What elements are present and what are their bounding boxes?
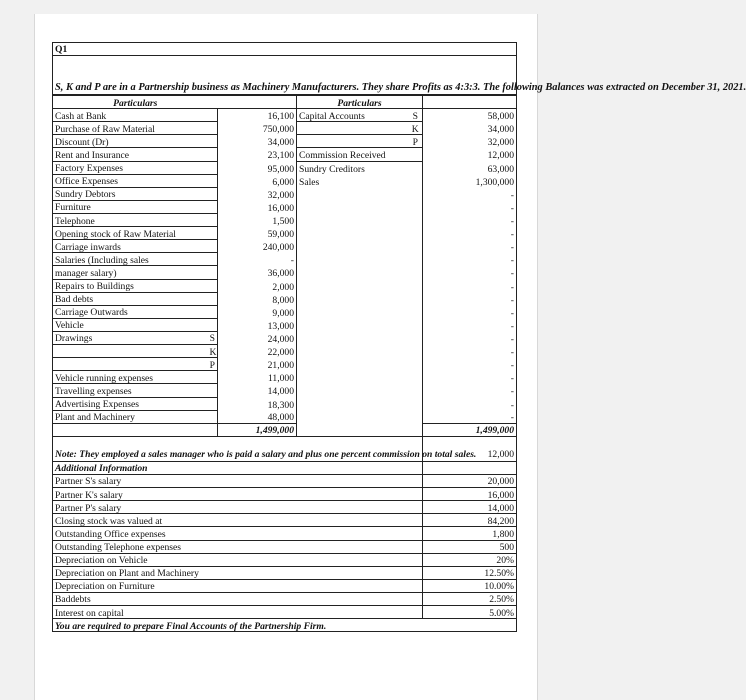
debit-label: Cash at Bank — [53, 109, 208, 122]
credit-label — [297, 371, 409, 384]
debit-partner — [208, 227, 218, 240]
additional-label: Depreciation on Vehicle — [53, 553, 423, 566]
debit-label: Salaries (Including sales — [53, 253, 208, 266]
credit-partner — [409, 213, 423, 226]
table-row — [53, 331, 517, 344]
table-row — [53, 240, 517, 253]
credit-partner — [409, 292, 423, 305]
debit-amount: 13,000 — [218, 318, 297, 331]
debit-partner — [208, 371, 218, 384]
additional-value: 14,000 — [423, 501, 517, 514]
debit-partner: P — [208, 358, 218, 371]
debit-partner — [208, 292, 218, 305]
list-item — [53, 540, 517, 553]
table-row — [53, 266, 517, 279]
debit-label: Advertising Expenses — [53, 397, 208, 410]
debit-partner — [208, 109, 218, 122]
credit-label — [297, 279, 409, 292]
credit-partner — [409, 318, 423, 331]
credit-partner — [409, 200, 423, 213]
debit-amount: 16,000 — [218, 200, 297, 213]
credit-label — [297, 122, 409, 135]
credit-amount: - — [423, 200, 517, 213]
table-row — [53, 279, 517, 292]
table-row — [53, 384, 517, 397]
debit-amount: 34,000 — [218, 135, 297, 148]
credit-partner — [409, 161, 423, 174]
debit-partner — [208, 187, 218, 200]
debit-amount: 240,000 — [218, 240, 297, 253]
list-item — [53, 527, 517, 540]
debit-label: Drawings — [53, 331, 208, 344]
debit-amount: 48,000 — [218, 410, 297, 423]
trial-balance-table — [52, 95, 517, 437]
list-item — [53, 514, 517, 527]
credit-amount: 32,000 — [423, 135, 517, 148]
debit-label: Purchase of Raw Material — [53, 122, 208, 135]
table-row — [53, 135, 517, 148]
debit-partner — [208, 122, 218, 135]
credit-amount: - — [423, 358, 517, 371]
debit-partner — [208, 148, 218, 161]
credit-amount: 58,000 — [423, 109, 517, 122]
credit-partner — [409, 148, 423, 161]
credit-label — [297, 135, 409, 148]
credit-amount: 34,000 — [423, 122, 517, 135]
credit-label: Sales — [299, 176, 320, 188]
credit-label — [297, 213, 409, 226]
debit-partner — [208, 135, 218, 148]
credit-label — [297, 240, 409, 253]
debit-label: Factory Expenses — [53, 161, 208, 174]
additional-title-row — [53, 461, 517, 474]
debit-label: Office Expenses — [53, 174, 208, 187]
credit-amount: - — [423, 227, 517, 240]
debit-label: Vehicle — [53, 318, 208, 331]
debit-amount: 95,000 — [218, 161, 297, 174]
table-row — [53, 345, 517, 358]
debit-label: Sundry Debtors — [53, 187, 208, 200]
debit-amount: 14,000 — [218, 384, 297, 397]
note-text: Note: They employed a sales manager who is paid a salary and plus one percent commission on total sales. — [53, 437, 423, 462]
debit-amount: 6,000 — [218, 174, 297, 187]
credit-partner — [409, 266, 423, 279]
list-item — [53, 566, 517, 579]
list-item — [53, 474, 517, 487]
debit-partner — [208, 240, 218, 253]
credit-amount: - — [423, 345, 517, 358]
credit-label — [297, 358, 409, 371]
credit-label — [297, 266, 409, 279]
trial-balance-header-row — [53, 96, 517, 109]
header-amount-right-blank — [423, 96, 517, 109]
additional-label: Partner K's salary — [53, 488, 423, 501]
totals-row — [53, 423, 517, 436]
credit-partner — [409, 331, 423, 344]
credit-partner — [409, 227, 423, 240]
debit-label: Telephone — [53, 213, 208, 226]
debit-label: Rent and Insurance — [53, 148, 208, 161]
credit-partner — [409, 187, 423, 200]
credit-amount: 1,300,000 — [423, 174, 517, 187]
credit-amount: - — [423, 213, 517, 226]
debit-label: Bad debts — [53, 292, 208, 305]
debit-label: Repairs to Buildings — [53, 279, 208, 292]
list-item — [53, 488, 517, 501]
table-row — [53, 227, 517, 240]
credit-label — [297, 318, 409, 331]
debit-amount: 1,500 — [218, 213, 297, 226]
credit-label — [297, 410, 409, 423]
additional-label: Outstanding Office expenses — [53, 527, 423, 540]
footer-instruction: You are required to prepare Final Accounts of the Partnership Firm. — [53, 619, 517, 632]
header-amount-left-blank — [218, 96, 297, 109]
additional-label: Closing stock was valued at — [53, 514, 423, 527]
additional-label: Baddebts — [53, 592, 423, 605]
note-row — [53, 437, 517, 462]
credit-total: 1,499,000 — [423, 423, 517, 436]
debit-label: Plant and Machinery — [53, 410, 208, 423]
debit-amount: 8,000 — [218, 292, 297, 305]
header-particulars-left: Particulars — [53, 96, 218, 109]
list-item — [53, 592, 517, 605]
debit-partner: S — [208, 331, 218, 344]
additional-value: 20% — [423, 553, 517, 566]
credit-amount: - — [423, 240, 517, 253]
note-amount: 12,000 — [423, 437, 517, 462]
credit-partner: K — [409, 122, 423, 135]
debit-amount: 32,000 — [218, 187, 297, 200]
list-item — [53, 606, 517, 619]
credit-amount: - — [423, 384, 517, 397]
credit-amount: - — [423, 253, 517, 266]
credit-label: Commission Received — [297, 148, 409, 161]
debit-amount: 750,000 — [218, 122, 297, 135]
debit-label: Furniture — [53, 200, 208, 213]
credit-label — [297, 331, 409, 344]
credit-amount: 63,000 — [423, 161, 517, 174]
debit-amount: 9,000 — [218, 305, 297, 318]
credit-partner — [409, 174, 423, 187]
footer-row — [53, 619, 517, 632]
totals-blank-right — [297, 423, 423, 436]
table-row — [53, 253, 517, 266]
credit-label — [297, 384, 409, 397]
additional-value: 500 — [423, 540, 517, 553]
credit-partner — [409, 397, 423, 410]
debit-label — [53, 345, 208, 358]
debit-amount: 24,000 — [218, 331, 297, 344]
debit-amount: 16,100 — [218, 109, 297, 122]
question-statement: S, K and P are in a Partnership business as Machinery Manufacturers. They share Profits as 4:3:3. The following Balances was extracted on December 31, 2021. — [53, 56, 517, 95]
additional-value: 5.00% — [423, 606, 517, 619]
additional-label: Partner P's salary — [53, 501, 423, 514]
debit-label: Discount (Dr) — [53, 135, 208, 148]
credit-amount: - — [423, 305, 517, 318]
totals-blank-left — [53, 423, 218, 436]
debit-partner — [208, 174, 218, 187]
credit-partner — [409, 384, 423, 397]
credit-label — [297, 397, 409, 410]
debit-partner — [208, 318, 218, 331]
credit-amount: 12,000 — [423, 148, 517, 161]
credit-partner: P — [409, 135, 423, 148]
debit-partner — [208, 305, 218, 318]
debit-amount: 36,000 — [218, 266, 297, 279]
debit-partner — [208, 253, 218, 266]
debit-amount: 11,000 — [218, 371, 297, 384]
credit-label — [297, 253, 409, 266]
table-row — [53, 410, 517, 423]
credit-partner — [409, 240, 423, 253]
additional-value: 1,800 — [423, 527, 517, 540]
credit-partner — [409, 345, 423, 358]
additional-information-title: Additional Information — [53, 461, 423, 474]
list-item — [53, 579, 517, 592]
debit-partner — [208, 397, 218, 410]
debit-partner — [208, 410, 218, 423]
credit-partner — [409, 358, 423, 371]
credit-amount: - — [423, 371, 517, 384]
debit-amount: 18,300 — [218, 397, 297, 410]
table-row — [53, 161, 517, 174]
additional-value: 16,000 — [423, 488, 517, 501]
debit-amount: 21,000 — [218, 358, 297, 371]
credit-amount: - — [423, 331, 517, 344]
debit-label — [53, 358, 208, 371]
question-label: Q1 — [53, 43, 517, 56]
additional-label: Depreciation on Plant and Machinery — [53, 566, 423, 579]
credit-partner — [409, 410, 423, 423]
table-row — [53, 187, 517, 200]
table-row — [53, 292, 517, 305]
debit-label: Carriage inwards — [53, 240, 208, 253]
credit-amount: - — [423, 397, 517, 410]
list-item — [53, 553, 517, 566]
debit-label: manager salary) — [53, 266, 208, 279]
header-table — [52, 42, 746, 95]
table-row — [53, 397, 517, 410]
additional-value: 20,000 — [423, 474, 517, 487]
table-row — [53, 174, 517, 187]
debit-partner — [208, 161, 218, 174]
credit-label — [297, 345, 409, 358]
debit-amount: 2,000 — [218, 279, 297, 292]
debit-amount: 23,100 — [218, 148, 297, 161]
debit-amount: - — [218, 253, 297, 266]
credit-label — [297, 187, 409, 200]
debit-total: 1,499,000 — [218, 423, 297, 436]
credit-amount: - — [423, 266, 517, 279]
note-and-additional-table — [52, 437, 517, 632]
debit-partner — [208, 213, 218, 226]
debit-partner — [208, 200, 218, 213]
debit-label: Carriage Outwards — [53, 305, 208, 318]
credit-partner: S — [409, 109, 423, 122]
credit-partner — [409, 305, 423, 318]
additional-title-blank — [423, 461, 517, 474]
credit-label: Capital Accounts — [297, 109, 409, 122]
question-sheet — [52, 42, 746, 632]
table-row — [53, 213, 517, 226]
additional-value: 2.50% — [423, 592, 517, 605]
credit-partner — [409, 279, 423, 292]
header-particulars-right: Particulars — [297, 96, 423, 109]
credit-label — [297, 292, 409, 305]
table-row — [53, 371, 517, 384]
additional-value: 84,200 — [423, 514, 517, 527]
credit-amount: - — [423, 279, 517, 292]
debit-partner — [208, 279, 218, 292]
additional-label: Outstanding Telephone expenses — [53, 540, 423, 553]
additional-label: Partner S's salary — [53, 474, 423, 487]
debit-amount: 59,000 — [218, 227, 297, 240]
list-item — [53, 501, 517, 514]
debit-partner — [208, 266, 218, 279]
credit-amount: - — [423, 318, 517, 331]
credit-amount: - — [423, 292, 517, 305]
debit-label: Vehicle running expenses — [53, 371, 208, 384]
additional-label: Depreciation on Furniture — [53, 579, 423, 592]
credit-label — [297, 200, 409, 213]
debit-partner: K — [208, 345, 218, 358]
table-row — [53, 109, 517, 122]
credit-partner — [409, 253, 423, 266]
credit-label — [297, 305, 409, 318]
table-row — [53, 318, 517, 331]
debit-label: Opening stock of Raw Material — [53, 227, 208, 240]
table-row — [53, 358, 517, 371]
credit-amount: - — [423, 187, 517, 200]
table-row — [53, 148, 517, 161]
credit-label: Sundry Creditors — [299, 163, 365, 175]
additional-label: Interest on capital — [53, 606, 423, 619]
debit-amount: 22,000 — [218, 345, 297, 358]
debit-partner — [208, 384, 218, 397]
additional-value: 12.50% — [423, 566, 517, 579]
debit-label: Travelling expenses — [53, 384, 208, 397]
table-row — [53, 200, 517, 213]
additional-value: 10.00% — [423, 579, 517, 592]
credit-label — [297, 227, 409, 240]
credit-amount: - — [423, 410, 517, 423]
table-row — [53, 122, 517, 135]
table-row — [53, 305, 517, 318]
credit-partner — [409, 371, 423, 384]
